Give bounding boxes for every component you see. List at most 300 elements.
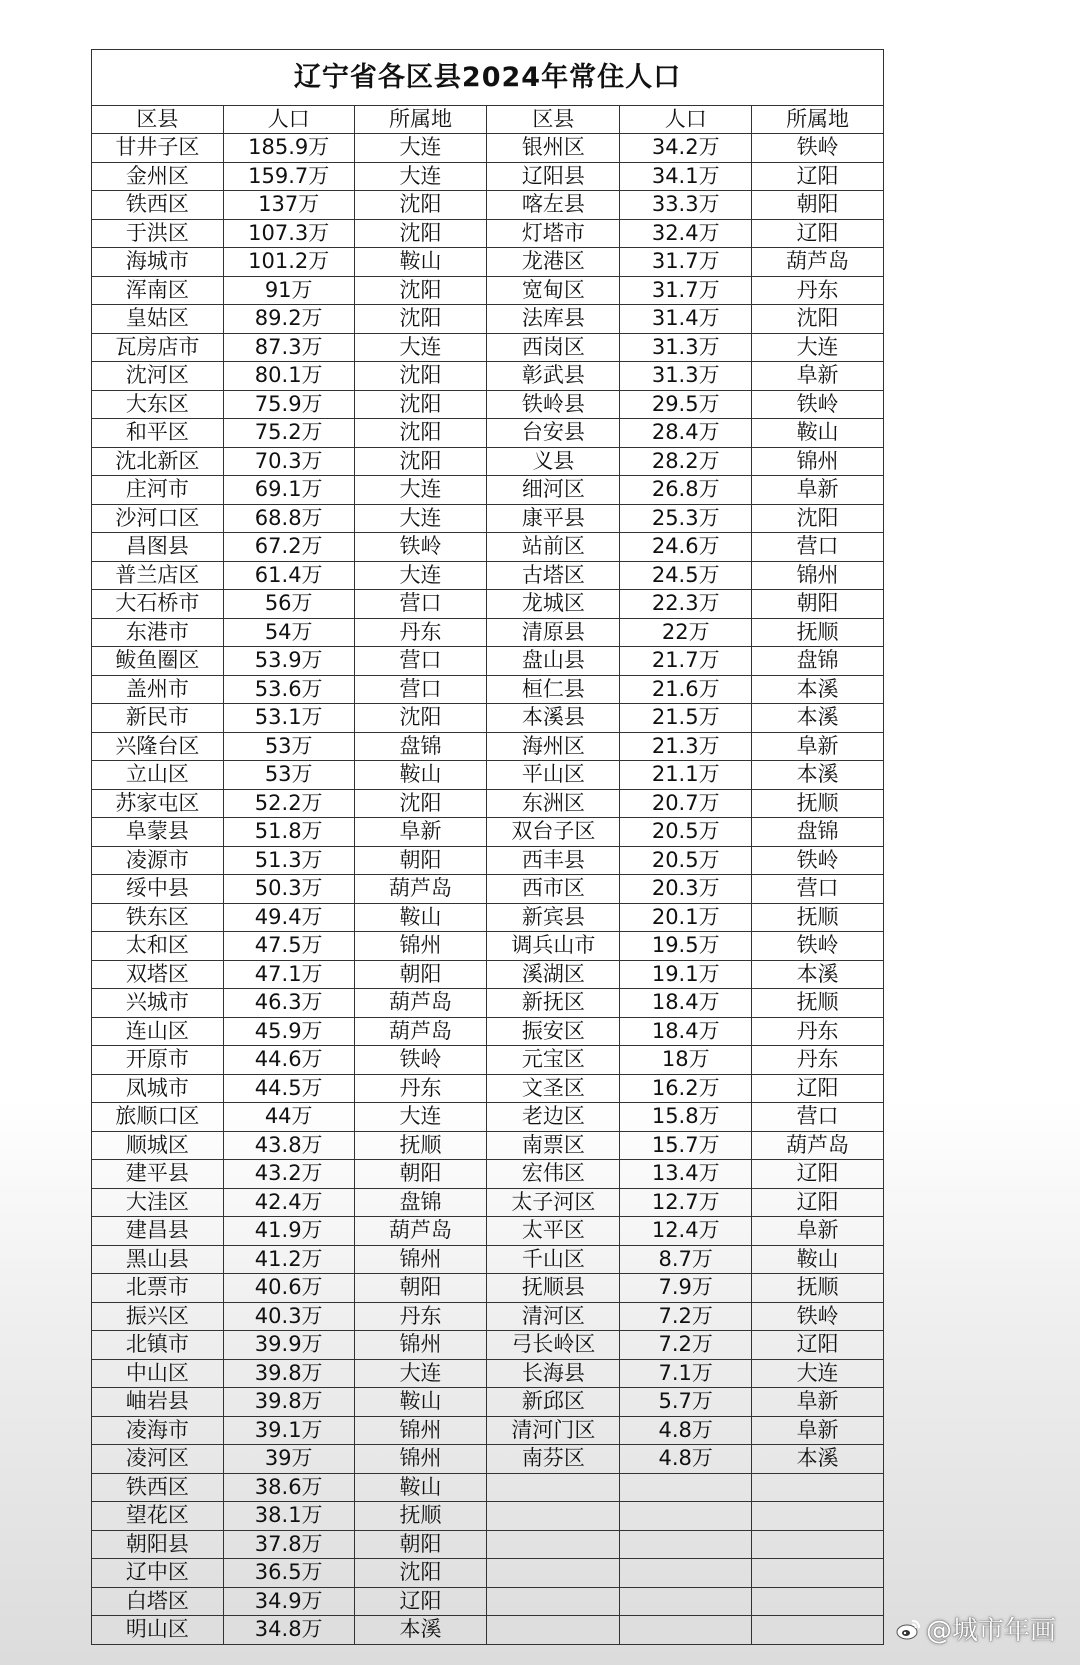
right-city-cell <box>752 1530 884 1559</box>
left-district-cell: 望花区 <box>92 1502 224 1531</box>
right-city-cell: 铁岭 <box>752 390 884 419</box>
population-table <box>91 49 884 1645</box>
left-population-cell: 41.2万 <box>223 1245 354 1274</box>
left-district-cell: 建平县 <box>92 1160 224 1189</box>
right-city-cell: 铁岭 <box>752 1302 884 1331</box>
table-row <box>92 333 884 362</box>
table-row <box>92 1416 884 1445</box>
left-population-cell: 43.8万 <box>223 1131 354 1160</box>
right-district-cell: 双台子区 <box>487 818 620 847</box>
header-population-right: 人口 <box>620 106 752 134</box>
table-row <box>92 1131 884 1160</box>
table-row <box>92 419 884 448</box>
right-district-cell: 本溪县 <box>487 704 620 733</box>
left-city-cell: 葫芦岛 <box>354 989 487 1018</box>
right-city-cell: 抚顺 <box>752 789 884 818</box>
table-row <box>92 1388 884 1417</box>
table-row <box>92 1473 884 1502</box>
right-population-cell <box>620 1530 752 1559</box>
header-district-left: 区县 <box>92 106 224 134</box>
table-row <box>92 903 884 932</box>
left-city-cell: 铁岭 <box>354 533 487 562</box>
left-population-cell: 43.2万 <box>223 1160 354 1189</box>
right-population-cell: 19.1万 <box>620 960 752 989</box>
table-row <box>92 1502 884 1531</box>
right-city-cell: 辽阳 <box>752 1074 884 1103</box>
right-population-cell: 7.9万 <box>620 1274 752 1303</box>
table-row <box>92 1530 884 1559</box>
left-population-cell: 47.5万 <box>223 932 354 961</box>
right-city-cell: 大连 <box>752 333 884 362</box>
table-row <box>92 1445 884 1474</box>
left-district-cell: 海城市 <box>92 248 224 277</box>
left-district-cell: 盖州市 <box>92 675 224 704</box>
table-row <box>92 647 884 676</box>
right-district-cell: 古塔区 <box>487 561 620 590</box>
right-city-cell: 阜新 <box>752 362 884 391</box>
table-row <box>92 1359 884 1388</box>
left-population-cell: 45.9万 <box>223 1017 354 1046</box>
left-city-cell: 抚顺 <box>354 1502 487 1531</box>
left-population-cell: 44.5万 <box>223 1074 354 1103</box>
header-population-left: 人口 <box>223 106 354 134</box>
right-district-cell: 弓长岭区 <box>487 1331 620 1360</box>
right-district-cell: 太平区 <box>487 1217 620 1246</box>
right-district-cell: 西岗区 <box>487 333 620 362</box>
left-district-cell: 沈河区 <box>92 362 224 391</box>
left-city-cell: 阜新 <box>354 818 487 847</box>
left-city-cell: 葫芦岛 <box>354 1217 487 1246</box>
left-city-cell: 大连 <box>354 476 487 505</box>
right-city-cell <box>752 1473 884 1502</box>
left-city-cell: 朝阳 <box>354 1530 487 1559</box>
left-city-cell: 铁岭 <box>354 1046 487 1075</box>
right-population-cell: 21.7万 <box>620 647 752 676</box>
left-district-cell: 连山区 <box>92 1017 224 1046</box>
left-population-cell: 67.2万 <box>223 533 354 562</box>
left-city-cell: 沈阳 <box>354 390 487 419</box>
right-population-cell: 21.1万 <box>620 761 752 790</box>
right-district-cell: 铁岭县 <box>487 390 620 419</box>
left-population-cell: 51.3万 <box>223 846 354 875</box>
table-row <box>92 1274 884 1303</box>
left-population-cell: 39.1万 <box>223 1416 354 1445</box>
table-row <box>92 818 884 847</box>
right-city-cell: 本溪 <box>752 675 884 704</box>
left-district-cell: 铁西区 <box>92 1473 224 1502</box>
right-district-cell: 溪湖区 <box>487 960 620 989</box>
right-city-cell: 铁岭 <box>752 846 884 875</box>
table-row <box>92 989 884 1018</box>
left-city-cell: 沈阳 <box>354 789 487 818</box>
left-district-cell: 岫岩县 <box>92 1388 224 1417</box>
header-city-left: 所属地 <box>354 106 487 134</box>
right-district-cell: 文圣区 <box>487 1074 620 1103</box>
left-city-cell: 沈阳 <box>354 447 487 476</box>
right-population-cell: 12.4万 <box>620 1217 752 1246</box>
left-population-cell: 56万 <box>223 590 354 619</box>
right-city-cell: 阜新 <box>752 732 884 761</box>
right-population-cell: 34.1万 <box>620 162 752 191</box>
right-city-cell: 葫芦岛 <box>752 248 884 277</box>
left-city-cell: 丹东 <box>354 1074 487 1103</box>
table-row <box>92 1559 884 1588</box>
table-row <box>92 504 884 533</box>
left-district-cell: 铁西区 <box>92 191 224 220</box>
right-district-cell: 盘山县 <box>487 647 620 676</box>
left-city-cell: 本溪 <box>354 1616 487 1645</box>
left-city-cell: 葫芦岛 <box>354 875 487 904</box>
right-population-cell: 20.5万 <box>620 846 752 875</box>
left-population-cell: 39万 <box>223 1445 354 1474</box>
table-row <box>92 1302 884 1331</box>
table-row <box>92 1331 884 1360</box>
right-district-cell: 龙城区 <box>487 590 620 619</box>
right-district-cell: 老边区 <box>487 1103 620 1132</box>
right-district-cell: 龙港区 <box>487 248 620 277</box>
right-population-cell: 13.4万 <box>620 1160 752 1189</box>
left-population-cell: 101.2万 <box>223 248 354 277</box>
left-population-cell: 54万 <box>223 618 354 647</box>
right-district-cell: 清河门区 <box>487 1416 620 1445</box>
right-population-cell: 19.5万 <box>620 932 752 961</box>
left-population-cell: 53万 <box>223 761 354 790</box>
right-district-cell: 海州区 <box>487 732 620 761</box>
right-district-cell <box>487 1616 620 1645</box>
table-row <box>92 476 884 505</box>
left-population-cell: 75.2万 <box>223 419 354 448</box>
left-city-cell: 沈阳 <box>354 362 487 391</box>
left-city-cell: 鞍山 <box>354 1388 487 1417</box>
right-city-cell: 盘锦 <box>752 647 884 676</box>
left-city-cell: 锦州 <box>354 932 487 961</box>
left-district-cell: 沈北新区 <box>92 447 224 476</box>
left-population-cell: 80.1万 <box>223 362 354 391</box>
left-population-cell: 53.1万 <box>223 704 354 733</box>
right-population-cell <box>620 1616 752 1645</box>
left-population-cell: 40.6万 <box>223 1274 354 1303</box>
table-row <box>92 618 884 647</box>
left-district-cell: 昌图县 <box>92 533 224 562</box>
right-population-cell: 24.6万 <box>620 533 752 562</box>
left-district-cell: 苏家屯区 <box>92 789 224 818</box>
left-district-cell: 开原市 <box>92 1046 224 1075</box>
right-population-cell: 21.5万 <box>620 704 752 733</box>
left-population-cell: 53.9万 <box>223 647 354 676</box>
right-district-cell: 太子河区 <box>487 1188 620 1217</box>
right-city-cell: 辽阳 <box>752 1331 884 1360</box>
left-district-cell: 普兰店区 <box>92 561 224 590</box>
left-city-cell: 大连 <box>354 561 487 590</box>
right-district-cell: 抚顺县 <box>487 1274 620 1303</box>
left-population-cell: 49.4万 <box>223 903 354 932</box>
right-city-cell: 本溪 <box>752 960 884 989</box>
table-row <box>92 134 884 163</box>
right-population-cell: 31.3万 <box>620 333 752 362</box>
left-district-cell: 阜蒙县 <box>92 818 224 847</box>
right-population-cell: 18.4万 <box>620 1017 752 1046</box>
right-city-cell: 丹东 <box>752 276 884 305</box>
right-population-cell: 29.5万 <box>620 390 752 419</box>
left-city-cell: 沈阳 <box>354 305 487 334</box>
left-city-cell: 盘锦 <box>354 732 487 761</box>
left-district-cell: 朝阳县 <box>92 1530 224 1559</box>
left-city-cell: 鞍山 <box>354 761 487 790</box>
right-population-cell: 12.7万 <box>620 1188 752 1217</box>
right-district-cell: 桓仁县 <box>487 675 620 704</box>
right-district-cell: 平山区 <box>487 761 620 790</box>
table-row <box>92 789 884 818</box>
right-population-cell: 20.5万 <box>620 818 752 847</box>
table-row <box>92 305 884 334</box>
weibo-logo-icon <box>896 1616 922 1642</box>
right-district-cell: 东洲区 <box>487 789 620 818</box>
left-city-cell: 沈阳 <box>354 419 487 448</box>
left-city-cell: 大连 <box>354 162 487 191</box>
right-city-cell: 朝阳 <box>752 590 884 619</box>
left-district-cell: 绥中县 <box>92 875 224 904</box>
left-city-cell: 大连 <box>354 504 487 533</box>
right-district-cell <box>487 1559 620 1588</box>
left-city-cell: 丹东 <box>354 1302 487 1331</box>
left-district-cell: 浑南区 <box>92 276 224 305</box>
left-district-cell: 明山区 <box>92 1616 224 1645</box>
left-city-cell: 盘锦 <box>354 1188 487 1217</box>
right-population-cell: 20.7万 <box>620 789 752 818</box>
left-city-cell: 鞍山 <box>354 903 487 932</box>
left-city-cell: 大连 <box>354 333 487 362</box>
right-city-cell: 辽阳 <box>752 1188 884 1217</box>
table-row <box>92 447 884 476</box>
left-population-cell: 36.5万 <box>223 1559 354 1588</box>
table-row <box>92 932 884 961</box>
table-row <box>92 1160 884 1189</box>
right-population-cell: 25.3万 <box>620 504 752 533</box>
table-row <box>92 1587 884 1616</box>
right-city-cell: 铁岭 <box>752 932 884 961</box>
left-district-cell: 太和区 <box>92 932 224 961</box>
right-city-cell: 阜新 <box>752 1388 884 1417</box>
left-population-cell: 39.8万 <box>223 1359 354 1388</box>
right-population-cell: 20.3万 <box>620 875 752 904</box>
right-city-cell: 辽阳 <box>752 219 884 248</box>
left-city-cell: 沈阳 <box>354 191 487 220</box>
left-district-cell: 大洼区 <box>92 1188 224 1217</box>
left-population-cell: 37.8万 <box>223 1530 354 1559</box>
table-row <box>92 732 884 761</box>
left-city-cell: 大连 <box>354 1103 487 1132</box>
right-city-cell: 阜新 <box>752 1217 884 1246</box>
table-row <box>92 846 884 875</box>
right-city-cell: 阜新 <box>752 476 884 505</box>
left-city-cell: 鞍山 <box>354 248 487 277</box>
left-city-cell: 鞍山 <box>354 1473 487 1502</box>
right-city-cell <box>752 1502 884 1531</box>
left-population-cell: 34.8万 <box>223 1616 354 1645</box>
right-district-cell: 宏伟区 <box>487 1160 620 1189</box>
right-city-cell: 营口 <box>752 1103 884 1132</box>
header-district-right: 区县 <box>487 106 620 134</box>
table-row <box>92 1217 884 1246</box>
left-city-cell: 葫芦岛 <box>354 1017 487 1046</box>
left-population-cell: 75.9万 <box>223 390 354 419</box>
right-population-cell: 18.4万 <box>620 989 752 1018</box>
right-population-cell: 7.2万 <box>620 1302 752 1331</box>
table-row <box>92 162 884 191</box>
right-city-cell: 朝阳 <box>752 191 884 220</box>
right-population-cell: 15.7万 <box>620 1131 752 1160</box>
right-city-cell: 大连 <box>752 1359 884 1388</box>
left-district-cell: 立山区 <box>92 761 224 790</box>
right-population-cell: 31.7万 <box>620 276 752 305</box>
right-district-cell: 宽甸区 <box>487 276 620 305</box>
right-population-cell: 7.2万 <box>620 1331 752 1360</box>
right-district-cell <box>487 1587 620 1616</box>
left-city-cell: 辽阳 <box>354 1587 487 1616</box>
right-population-cell: 21.6万 <box>620 675 752 704</box>
right-city-cell: 营口 <box>752 533 884 562</box>
table-row <box>92 960 884 989</box>
left-city-cell: 营口 <box>354 675 487 704</box>
right-district-cell: 清原县 <box>487 618 620 647</box>
table-row <box>92 1245 884 1274</box>
left-city-cell: 沈阳 <box>354 1559 487 1588</box>
left-district-cell: 金州区 <box>92 162 224 191</box>
right-district-cell: 新抚区 <box>487 989 620 1018</box>
right-district-cell: 新宾县 <box>487 903 620 932</box>
left-city-cell: 朝阳 <box>354 1274 487 1303</box>
left-district-cell: 黑山县 <box>92 1245 224 1274</box>
right-population-cell: 7.1万 <box>620 1359 752 1388</box>
right-population-cell: 20.1万 <box>620 903 752 932</box>
left-district-cell: 于洪区 <box>92 219 224 248</box>
left-district-cell: 大东区 <box>92 390 224 419</box>
right-city-cell: 锦州 <box>752 561 884 590</box>
table-row <box>92 875 884 904</box>
table-row <box>92 1616 884 1645</box>
table-row <box>92 362 884 391</box>
table-row <box>92 248 884 277</box>
right-population-cell: 8.7万 <box>620 1245 752 1274</box>
right-city-cell: 本溪 <box>752 761 884 790</box>
left-district-cell: 北镇市 <box>92 1331 224 1360</box>
left-district-cell: 鲅鱼圈区 <box>92 647 224 676</box>
right-district-cell: 西丰县 <box>487 846 620 875</box>
table-row <box>92 191 884 220</box>
left-city-cell: 营口 <box>354 590 487 619</box>
left-city-cell: 抚顺 <box>354 1131 487 1160</box>
left-district-cell: 中山区 <box>92 1359 224 1388</box>
left-district-cell: 旅顺口区 <box>92 1103 224 1132</box>
right-district-cell: 南票区 <box>487 1131 620 1160</box>
left-district-cell: 东港市 <box>92 618 224 647</box>
right-population-cell: 22万 <box>620 618 752 647</box>
left-population-cell: 107.3万 <box>223 219 354 248</box>
right-district-cell: 元宝区 <box>487 1046 620 1075</box>
table-row <box>92 675 884 704</box>
right-city-cell: 沈阳 <box>752 305 884 334</box>
left-population-cell: 70.3万 <box>223 447 354 476</box>
right-city-cell <box>752 1616 884 1645</box>
right-city-cell: 锦州 <box>752 447 884 476</box>
right-city-cell: 营口 <box>752 875 884 904</box>
left-population-cell: 38.1万 <box>223 1502 354 1531</box>
right-district-cell: 康平县 <box>487 504 620 533</box>
table-row <box>92 533 884 562</box>
right-city-cell: 鞍山 <box>752 1245 884 1274</box>
left-population-cell: 51.8万 <box>223 818 354 847</box>
right-district-cell: 千山区 <box>487 1245 620 1274</box>
left-district-cell: 铁东区 <box>92 903 224 932</box>
table-row <box>92 276 884 305</box>
right-population-cell: 4.8万 <box>620 1416 752 1445</box>
left-district-cell: 皇姑区 <box>92 305 224 334</box>
right-district-cell: 灯塔市 <box>487 219 620 248</box>
left-population-cell: 53万 <box>223 732 354 761</box>
left-city-cell: 锦州 <box>354 1245 487 1274</box>
table-title: 辽宁省各区县2024年常住人口 <box>92 50 884 106</box>
left-population-cell: 89.2万 <box>223 305 354 334</box>
left-city-cell: 大连 <box>354 134 487 163</box>
right-city-cell: 葫芦岛 <box>752 1131 884 1160</box>
right-district-cell: 长海县 <box>487 1359 620 1388</box>
left-district-cell: 凌海市 <box>92 1416 224 1445</box>
right-population-cell: 5.7万 <box>620 1388 752 1417</box>
left-population-cell: 53.6万 <box>223 675 354 704</box>
left-district-cell: 辽中区 <box>92 1559 224 1588</box>
right-city-cell: 抚顺 <box>752 1274 884 1303</box>
left-district-cell: 凌源市 <box>92 846 224 875</box>
left-population-cell: 69.1万 <box>223 476 354 505</box>
left-city-cell: 朝阳 <box>354 846 487 875</box>
left-population-cell: 46.3万 <box>223 989 354 1018</box>
left-district-cell: 振兴区 <box>92 1302 224 1331</box>
left-city-cell: 营口 <box>354 647 487 676</box>
right-district-cell <box>487 1502 620 1531</box>
right-population-cell: 22.3万 <box>620 590 752 619</box>
right-district-cell: 彰武县 <box>487 362 620 391</box>
left-district-cell: 兴城市 <box>92 989 224 1018</box>
left-city-cell: 朝阳 <box>354 960 487 989</box>
right-district-cell: 站前区 <box>487 533 620 562</box>
right-city-cell: 本溪 <box>752 704 884 733</box>
table-row <box>92 1074 884 1103</box>
left-district-cell: 大石桥市 <box>92 590 224 619</box>
left-population-cell: 137万 <box>223 191 354 220</box>
right-district-cell: 银州区 <box>487 134 620 163</box>
right-district-cell: 细河区 <box>487 476 620 505</box>
left-district-cell: 建昌县 <box>92 1217 224 1246</box>
right-population-cell: 26.8万 <box>620 476 752 505</box>
right-district-cell: 振安区 <box>487 1017 620 1046</box>
right-population-cell: 18万 <box>620 1046 752 1075</box>
right-city-cell: 抚顺 <box>752 989 884 1018</box>
left-city-cell: 沈阳 <box>354 704 487 733</box>
right-district-cell: 西市区 <box>487 875 620 904</box>
right-city-cell: 抚顺 <box>752 618 884 647</box>
right-city-cell: 本溪 <box>752 1445 884 1474</box>
left-district-cell: 庄河市 <box>92 476 224 505</box>
table-row <box>92 390 884 419</box>
left-population-cell: 50.3万 <box>223 875 354 904</box>
right-population-cell: 31.4万 <box>620 305 752 334</box>
left-population-cell: 68.8万 <box>223 504 354 533</box>
right-district-cell: 辽阳县 <box>487 162 620 191</box>
left-city-cell: 锦州 <box>354 1445 487 1474</box>
right-district-cell: 清河区 <box>487 1302 620 1331</box>
left-population-cell: 39.8万 <box>223 1388 354 1417</box>
table-row <box>92 704 884 733</box>
